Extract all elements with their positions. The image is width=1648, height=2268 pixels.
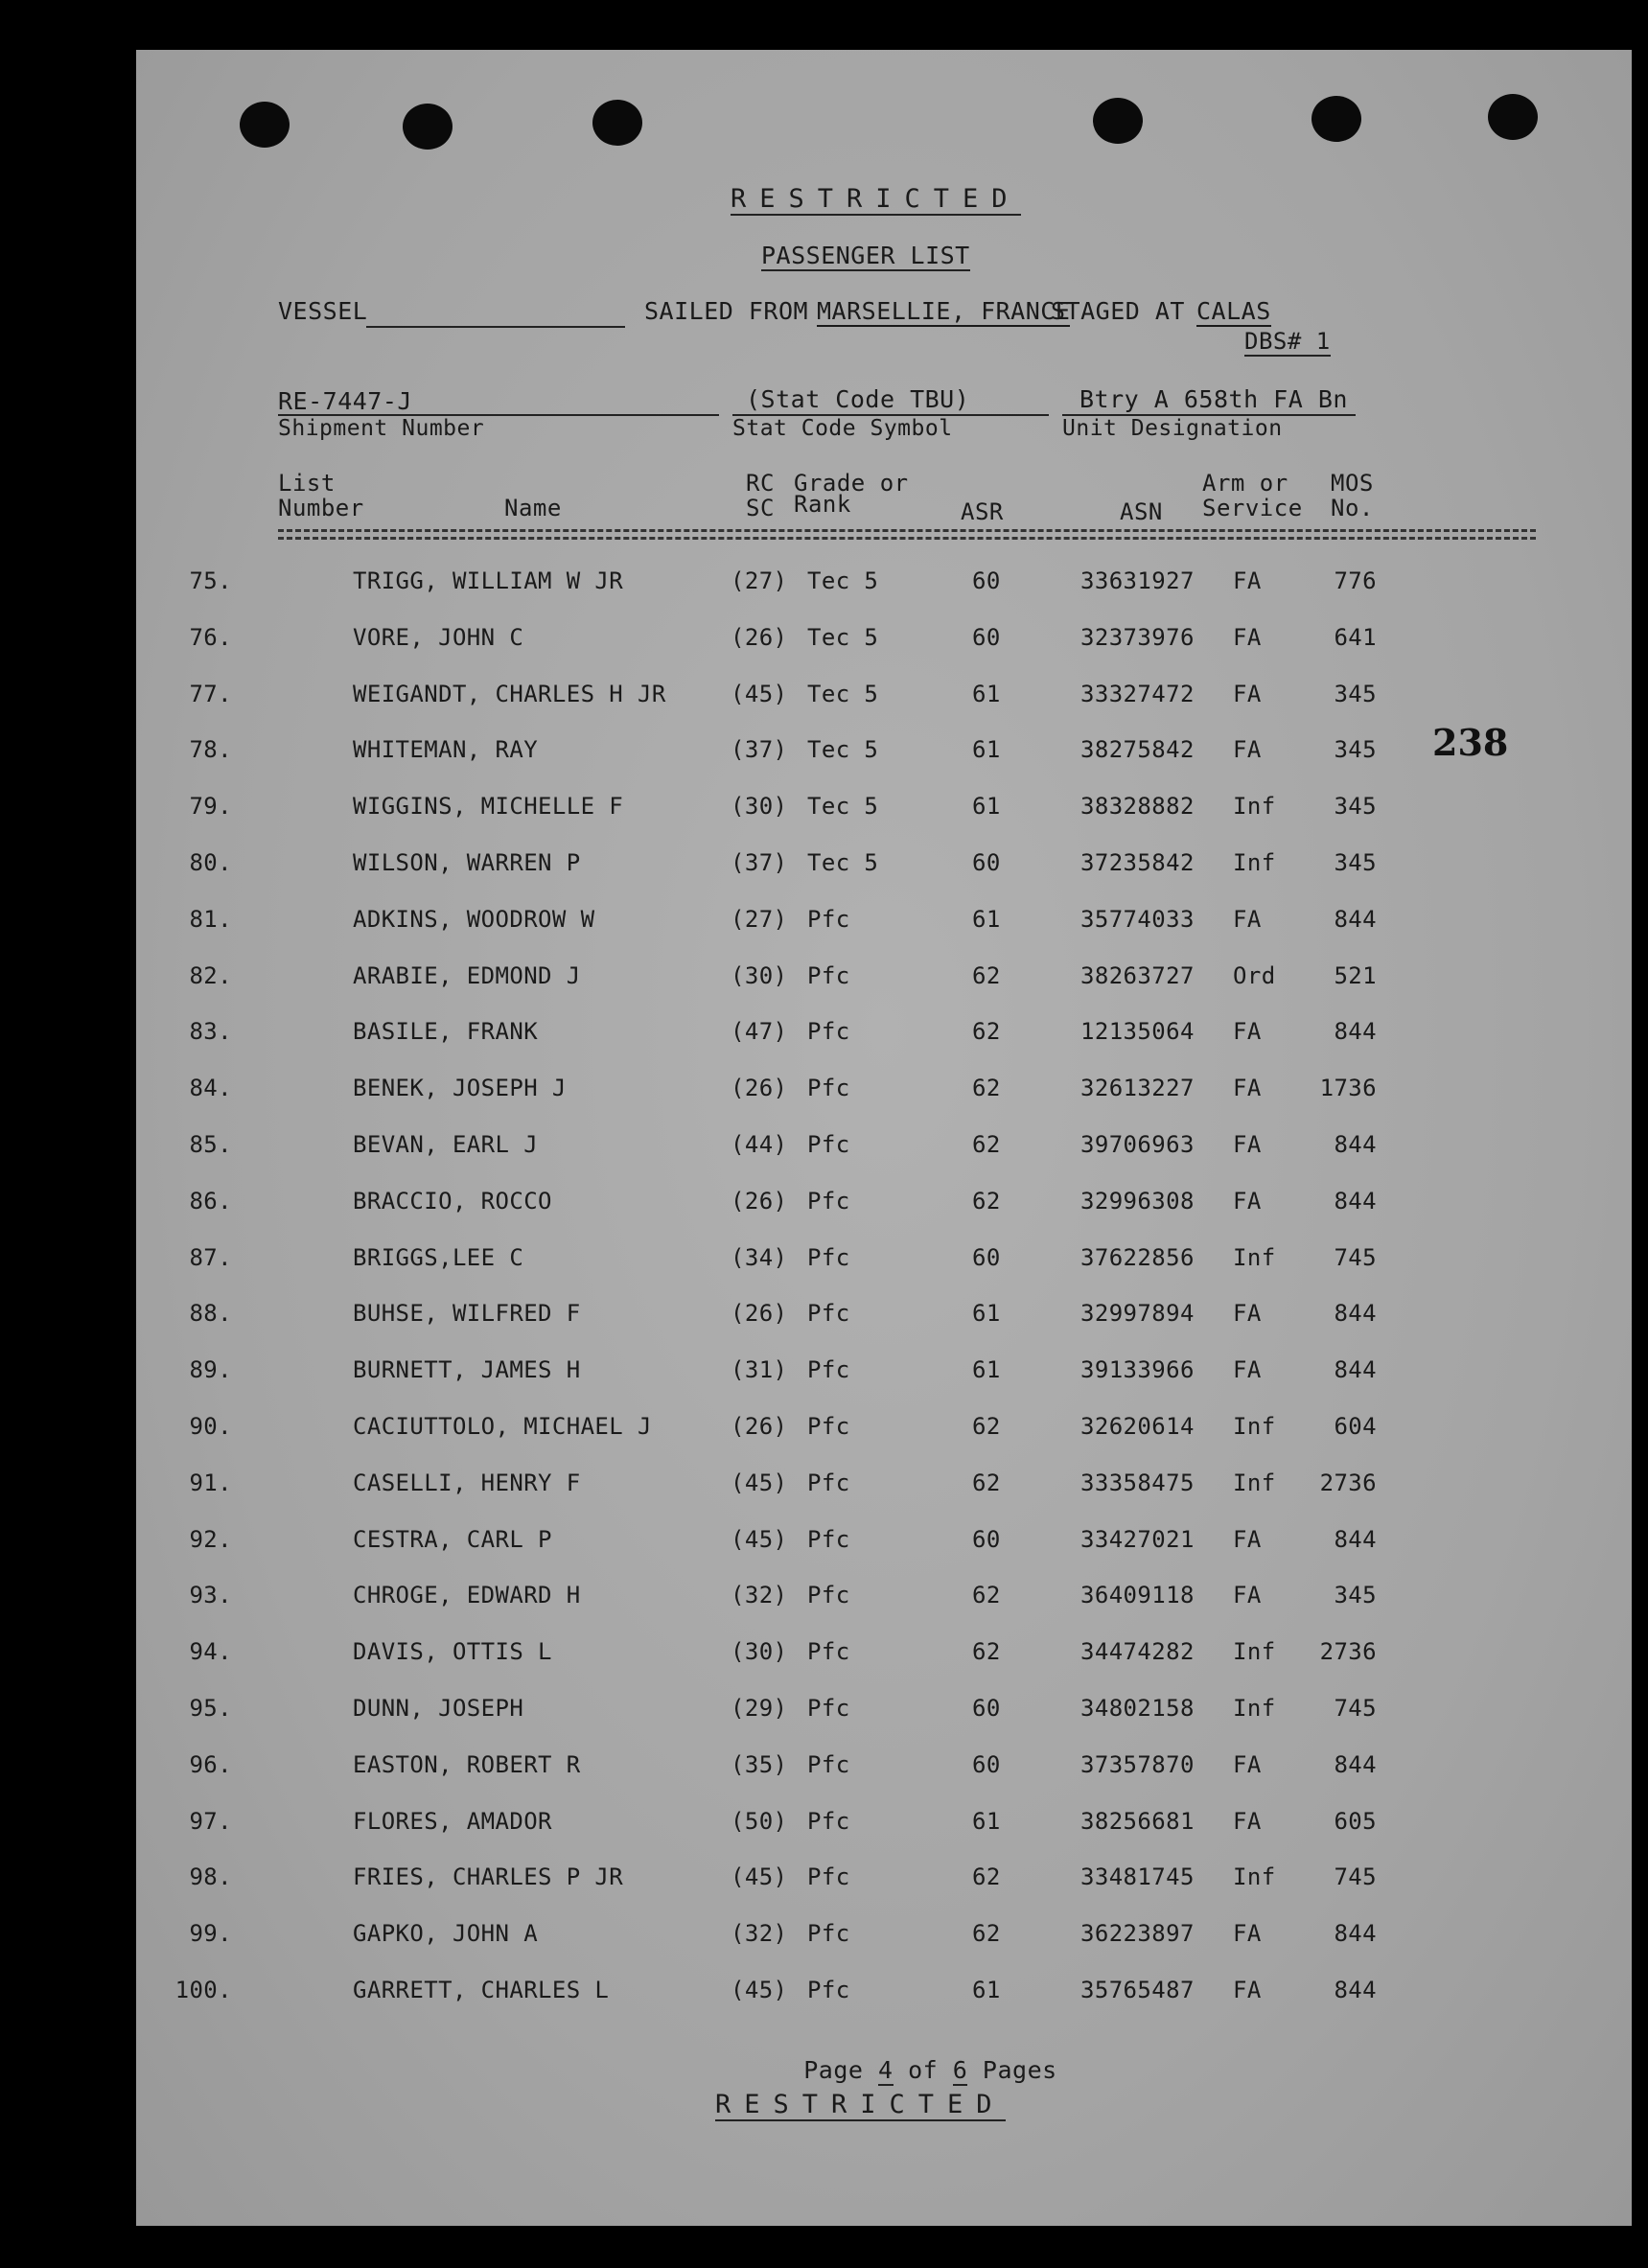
row-grade: Pfc — [807, 1356, 850, 1384]
row-mos: 844 — [1334, 905, 1377, 933]
row-arm: FA — [1233, 1977, 1262, 2003]
row-asn: 12135064 — [1080, 1018, 1195, 1046]
row-rc: (32) — [731, 1920, 788, 1948]
row-number: 80. — [189, 849, 232, 876]
row-asn: 32996308 — [1080, 1187, 1195, 1215]
row-number: 79. — [189, 793, 232, 821]
row-asn: 37622856 — [1080, 1243, 1195, 1271]
row-rc: (31) — [731, 1356, 788, 1384]
row-grade: Pfc — [807, 1243, 850, 1271]
list-type-title: PASSENGER LIST — [761, 242, 970, 269]
row-asr: 60 — [972, 1243, 1001, 1271]
row-number: 75. — [189, 567, 232, 594]
row-number: 88. — [189, 1300, 232, 1328]
row-arm: FA — [1233, 680, 1262, 707]
row-arm: Inf — [1233, 849, 1276, 876]
row-asr: 62 — [972, 1075, 1001, 1102]
row-arm: FA — [1233, 1525, 1262, 1553]
row-asn: 34474282 — [1080, 1638, 1195, 1666]
col-rc-1: RC — [746, 470, 775, 497]
col-asr: ASR — [961, 498, 1004, 525]
pages-label: Pages — [982, 2056, 1057, 2084]
row-name: FRIES, CHARLES P JR — [353, 1863, 624, 1891]
row-rc: (35) — [731, 1750, 788, 1778]
row-number: 94. — [189, 1638, 232, 1666]
row-arm: FA — [1233, 1018, 1262, 1046]
row-asn: 32373976 — [1080, 623, 1195, 651]
row-mos: 844 — [1334, 1018, 1377, 1046]
sailed-from-label: SAILED FROM — [644, 297, 809, 325]
row-mos: 844 — [1334, 1750, 1377, 1778]
row-asn: 33358475 — [1080, 1469, 1195, 1496]
col-arm-2: Service — [1202, 495, 1303, 521]
table-row — [136, 1018, 1632, 1056]
table-row — [136, 1920, 1632, 1958]
row-mos: 745 — [1334, 1695, 1377, 1722]
col-asn: ASN — [1120, 498, 1163, 525]
row-grade: Pfc — [807, 1582, 850, 1609]
row-asn: 36223897 — [1080, 1920, 1195, 1948]
row-rc: (45) — [731, 1469, 788, 1496]
row-mos: 345 — [1334, 793, 1377, 821]
table-row — [136, 681, 1632, 719]
row-asr: 61 — [972, 1300, 1001, 1328]
row-mos: 844 — [1334, 1187, 1377, 1215]
shipment-number-value: RE-7447-J — [278, 387, 412, 415]
sailed-from-value: MARSELLIE, FRANCE — [817, 297, 1071, 325]
row-asr: 62 — [972, 1469, 1001, 1496]
row-arm: FA — [1233, 1187, 1262, 1215]
row-arm: FA — [1233, 1807, 1262, 1835]
table-row — [136, 736, 1632, 775]
row-number: 81. — [189, 905, 232, 933]
row-number: 89. — [189, 1356, 232, 1384]
row-name: DUNN, JOSEPH — [353, 1695, 524, 1722]
row-arm: Inf — [1233, 1413, 1276, 1440]
row-arm: Inf — [1233, 1469, 1276, 1496]
row-asn: 33327472 — [1080, 680, 1195, 707]
table-row — [136, 1413, 1632, 1451]
row-rc: (45) — [731, 1525, 788, 1553]
row-grade: Tec 5 — [807, 736, 879, 764]
row-name: WILSON, WARREN P — [353, 849, 581, 876]
row-mos: 605 — [1334, 1807, 1377, 1835]
row-asn: 33481745 — [1080, 1863, 1195, 1891]
row-mos: 345 — [1334, 680, 1377, 707]
row-asn: 37357870 — [1080, 1750, 1195, 1778]
row-rc: (47) — [731, 1018, 788, 1046]
row-asr: 62 — [972, 1131, 1001, 1158]
row-asn: 35765487 — [1080, 1977, 1195, 2003]
row-grade: Pfc — [807, 905, 850, 933]
row-rc: (27) — [731, 905, 788, 933]
row-rc: (37) — [731, 849, 788, 876]
row-asn: 35774033 — [1080, 905, 1195, 933]
table-row — [136, 793, 1632, 831]
stat-code-label: Stat Code Symbol — [732, 416, 953, 441]
col-mos-2: No. — [1331, 495, 1374, 521]
row-number: 77. — [189, 680, 232, 707]
table-row — [136, 1526, 1632, 1564]
row-rc: (32) — [731, 1582, 788, 1609]
vessel-label: VESSEL — [278, 297, 368, 325]
row-asr: 60 — [972, 567, 1001, 594]
row-number: 93. — [189, 1582, 232, 1609]
table-row — [136, 1582, 1632, 1620]
table-row — [136, 1638, 1632, 1677]
of-label: of — [908, 2056, 939, 2084]
row-arm: FA — [1233, 567, 1262, 594]
row-arm: FA — [1233, 1750, 1262, 1778]
row-grade: Pfc — [807, 1413, 850, 1440]
staged-at-value: CALAS — [1196, 297, 1271, 325]
row-rc: (26) — [731, 1187, 788, 1215]
unit-label: Unit Designation — [1062, 416, 1283, 441]
row-name: FLORES, AMADOR — [353, 1807, 552, 1835]
row-name: BENEK, JOSEPH J — [353, 1075, 567, 1102]
row-number: 82. — [189, 961, 232, 989]
table-row — [136, 1244, 1632, 1283]
row-asn: 32997894 — [1080, 1300, 1195, 1328]
row-arm: FA — [1233, 1131, 1262, 1158]
punch-hole — [1093, 98, 1143, 144]
row-asr: 62 — [972, 1413, 1001, 1440]
row-mos: 1736 — [1319, 1075, 1377, 1102]
row-name: CHROGE, EDWARD H — [353, 1582, 581, 1609]
row-asr: 61 — [972, 1977, 1001, 2003]
table-row — [136, 1808, 1632, 1846]
punch-hole — [403, 104, 453, 150]
row-asr: 61 — [972, 793, 1001, 821]
row-rc: (27) — [731, 567, 788, 594]
row-grade: Pfc — [807, 1920, 850, 1948]
col-list-number-2: Number — [278, 495, 364, 521]
row-arm: FA — [1233, 736, 1262, 764]
punch-hole — [592, 100, 642, 146]
row-grade: Tec 5 — [807, 680, 879, 707]
row-asr: 62 — [972, 1863, 1001, 1891]
row-arm: Inf — [1233, 1638, 1276, 1666]
row-name: GARRETT, CHARLES L — [353, 1977, 610, 2003]
row-mos: 844 — [1334, 1300, 1377, 1328]
row-asr: 62 — [972, 1582, 1001, 1609]
row-name: TRIGG, WILLIAM W JR — [353, 567, 624, 594]
staged-at-label: STAGED AT — [1051, 297, 1185, 325]
row-grade: Pfc — [807, 1695, 850, 1722]
row-grade: Pfc — [807, 1977, 850, 2003]
row-rc: (50) — [731, 1807, 788, 1835]
col-grade-2: Rank — [794, 491, 851, 518]
row-asn: 36409118 — [1080, 1582, 1195, 1609]
row-arm: Inf — [1233, 793, 1276, 821]
row-rc: (30) — [731, 961, 788, 989]
row-rc: (44) — [731, 1131, 788, 1158]
row-asr: 62 — [972, 1018, 1001, 1046]
row-number: 78. — [189, 736, 232, 764]
row-mos: 2736 — [1319, 1469, 1377, 1496]
row-mos: 844 — [1334, 1525, 1377, 1553]
col-rc-2: SC — [746, 495, 775, 521]
row-grade: Pfc — [807, 1638, 850, 1666]
row-number: 98. — [189, 1863, 232, 1891]
row-arm: Inf — [1233, 1695, 1276, 1722]
row-rc: (45) — [731, 1863, 788, 1891]
document-sheet — [136, 50, 1632, 2226]
row-rc: (29) — [731, 1695, 788, 1722]
row-number: 90. — [189, 1413, 232, 1440]
row-asr: 61 — [972, 680, 1001, 707]
row-mos: 604 — [1334, 1413, 1377, 1440]
row-grade: Pfc — [807, 1018, 850, 1046]
col-arm-1: Arm or — [1202, 470, 1288, 497]
row-number: 87. — [189, 1243, 232, 1271]
punch-hole — [1311, 96, 1361, 142]
classification-top: RESTRICTED — [731, 184, 1021, 214]
row-rc: (26) — [731, 1075, 788, 1102]
row-name: DAVIS, OTTIS L — [353, 1638, 552, 1666]
row-mos: 844 — [1334, 1356, 1377, 1384]
row-asr: 60 — [972, 1750, 1001, 1778]
row-asr: 60 — [972, 1695, 1001, 1722]
row-name: GAPKO, JOHN A — [353, 1920, 539, 1948]
table-row — [136, 962, 1632, 1001]
row-name: BASILE, FRANK — [353, 1018, 539, 1046]
row-number: 84. — [189, 1075, 232, 1102]
punch-hole — [1488, 94, 1538, 140]
row-asn: 38328882 — [1080, 793, 1195, 821]
row-number: 97. — [189, 1807, 232, 1835]
row-asn: 38256681 — [1080, 1807, 1195, 1835]
table-row — [136, 1356, 1632, 1395]
row-number: 85. — [189, 1131, 232, 1158]
row-grade: Pfc — [807, 1750, 850, 1778]
row-mos: 745 — [1334, 1863, 1377, 1891]
row-rc: (30) — [731, 793, 788, 821]
row-grade: Pfc — [807, 1131, 850, 1158]
header-dashed-rule — [278, 529, 1536, 532]
row-mos: 345 — [1334, 736, 1377, 764]
row-asn: 39706963 — [1080, 1131, 1195, 1158]
row-arm: FA — [1233, 1920, 1262, 1948]
row-arm: FA — [1233, 623, 1262, 651]
row-name: EASTON, ROBERT R — [353, 1750, 581, 1778]
table-row — [136, 567, 1632, 606]
row-mos: 844 — [1334, 1977, 1377, 2003]
row-grade: Tec 5 — [807, 567, 879, 594]
row-mos: 844 — [1334, 1131, 1377, 1158]
col-grade-1: Grade or — [794, 470, 909, 497]
row-asr: 61 — [972, 1807, 1001, 1835]
row-name: BRACCIO, ROCCO — [353, 1187, 552, 1215]
row-name: WIGGINS, MICHELLE F — [353, 793, 624, 821]
table-row — [136, 1751, 1632, 1790]
table-row — [136, 1470, 1632, 1508]
row-grade: Pfc — [807, 1525, 850, 1553]
row-number: 83. — [189, 1018, 232, 1046]
row-asr: 60 — [972, 849, 1001, 876]
table-row — [136, 1131, 1632, 1169]
row-number: 96. — [189, 1750, 232, 1778]
row-grade: Pfc — [807, 1187, 850, 1215]
row-arm: FA — [1233, 1075, 1262, 1102]
row-arm: Inf — [1233, 1863, 1276, 1891]
table-row — [136, 1075, 1632, 1113]
shipment-number-label: Shipment Number — [278, 416, 485, 441]
row-grade: Pfc — [807, 961, 850, 989]
table-row — [136, 1863, 1632, 1902]
row-rc: (45) — [731, 680, 788, 707]
row-grade: Pfc — [807, 1469, 850, 1496]
table-row — [136, 1977, 1632, 2015]
row-mos: 776 — [1334, 567, 1377, 594]
row-asn: 38263727 — [1080, 961, 1195, 989]
row-name: CESTRA, CARL P — [353, 1525, 552, 1553]
row-name: ADKINS, WOODROW W — [353, 905, 595, 933]
row-asn: 32613227 — [1080, 1075, 1195, 1102]
row-name: BURNETT, JAMES H — [353, 1356, 581, 1384]
col-mos-1: MOS — [1331, 470, 1374, 497]
row-number: 92. — [189, 1525, 232, 1553]
row-asr: 60 — [972, 623, 1001, 651]
row-name: BRIGGS,LEE C — [353, 1243, 524, 1271]
row-name: WHITEMAN, RAY — [353, 736, 539, 764]
row-arm: FA — [1233, 1356, 1262, 1384]
row-grade: Tec 5 — [807, 793, 879, 821]
row-rc: (26) — [731, 1300, 788, 1328]
row-number: 100. — [174, 1977, 232, 2003]
row-grade: Tec 5 — [807, 623, 879, 651]
row-asr: 62 — [972, 1920, 1001, 1948]
row-grade: Pfc — [807, 1300, 850, 1328]
row-number: 99. — [189, 1920, 232, 1948]
row-name: VORE, JOHN C — [353, 623, 524, 651]
row-asn: 32620614 — [1080, 1413, 1195, 1440]
header-dashed-rule-2 — [278, 537, 1536, 540]
row-name: BUHSE, WILFRED F — [353, 1300, 581, 1328]
row-rc: (34) — [731, 1243, 788, 1271]
table-row — [136, 1300, 1632, 1338]
row-mos: 745 — [1334, 1243, 1377, 1271]
classification-bottom: RESTRICTED — [715, 2090, 1006, 2119]
row-mos: 521 — [1334, 961, 1377, 989]
row-number: 95. — [189, 1695, 232, 1722]
row-asr: 61 — [972, 736, 1001, 764]
row-asr: 61 — [972, 905, 1001, 933]
row-rc: (30) — [731, 1638, 788, 1666]
page-total: 6 — [952, 2056, 968, 2084]
row-asr: 61 — [972, 1356, 1001, 1384]
row-mos: 641 — [1334, 623, 1377, 651]
row-grade: Pfc — [807, 1807, 850, 1835]
row-asr: 62 — [972, 961, 1001, 989]
row-grade: Pfc — [807, 1863, 850, 1891]
table-row — [136, 906, 1632, 944]
table-row — [136, 849, 1632, 888]
row-name: BEVAN, EARL J — [353, 1131, 539, 1158]
row-mos: 2736 — [1319, 1638, 1377, 1666]
row-asr: 60 — [972, 1525, 1001, 1553]
table-row — [136, 624, 1632, 662]
row-rc: (45) — [731, 1977, 788, 2003]
side-page-annotation: 238 — [1432, 721, 1509, 764]
row-number: 86. — [189, 1187, 232, 1215]
row-name: CASELLI, HENRY F — [353, 1469, 581, 1496]
row-asn: 39133966 — [1080, 1356, 1195, 1384]
row-asr: 62 — [972, 1638, 1001, 1666]
row-mos: 345 — [1334, 1582, 1377, 1609]
stat-code-value: (Stat Code TBU) — [746, 385, 970, 413]
table-row — [136, 1695, 1632, 1733]
row-asn: 34802158 — [1080, 1695, 1195, 1722]
row-arm: FA — [1233, 905, 1262, 933]
table-row — [136, 1188, 1632, 1226]
row-grade: Tec 5 — [807, 849, 879, 876]
row-arm: FA — [1233, 1582, 1262, 1609]
row-asn: 38275842 — [1080, 736, 1195, 764]
row-rc: (26) — [731, 1413, 788, 1440]
row-name: CACIUTTOLO, MICHAEL J — [353, 1413, 652, 1440]
vessel-blank-line — [366, 326, 625, 328]
row-arm: FA — [1233, 1300, 1262, 1328]
row-name: WEIGANDT, CHARLES H JR — [353, 680, 666, 707]
page-label: Page — [803, 2056, 864, 2084]
row-rc: (37) — [731, 736, 788, 764]
row-number: 91. — [189, 1469, 232, 1496]
row-asn: 37235842 — [1080, 849, 1195, 876]
row-asn: 33631927 — [1080, 567, 1195, 594]
dbs-number: DBS# 1 — [1244, 328, 1331, 355]
row-rc: (26) — [731, 623, 788, 651]
row-mos: 345 — [1334, 849, 1377, 876]
unit-value: Btry A 658th FA Bn — [1079, 385, 1348, 413]
row-name: ARABIE, EDMOND J — [353, 961, 581, 989]
page-current: 4 — [878, 2056, 894, 2084]
row-arm: Ord — [1233, 961, 1276, 989]
row-grade: Pfc — [807, 1075, 850, 1102]
row-arm: Inf — [1233, 1243, 1276, 1271]
row-asr: 62 — [972, 1187, 1001, 1215]
row-number: 76. — [189, 623, 232, 651]
col-list-number-1: List — [278, 470, 336, 497]
punch-hole — [240, 102, 290, 148]
row-asn: 33427021 — [1080, 1525, 1195, 1553]
col-name: Name — [504, 495, 562, 521]
row-mos: 844 — [1334, 1920, 1377, 1948]
